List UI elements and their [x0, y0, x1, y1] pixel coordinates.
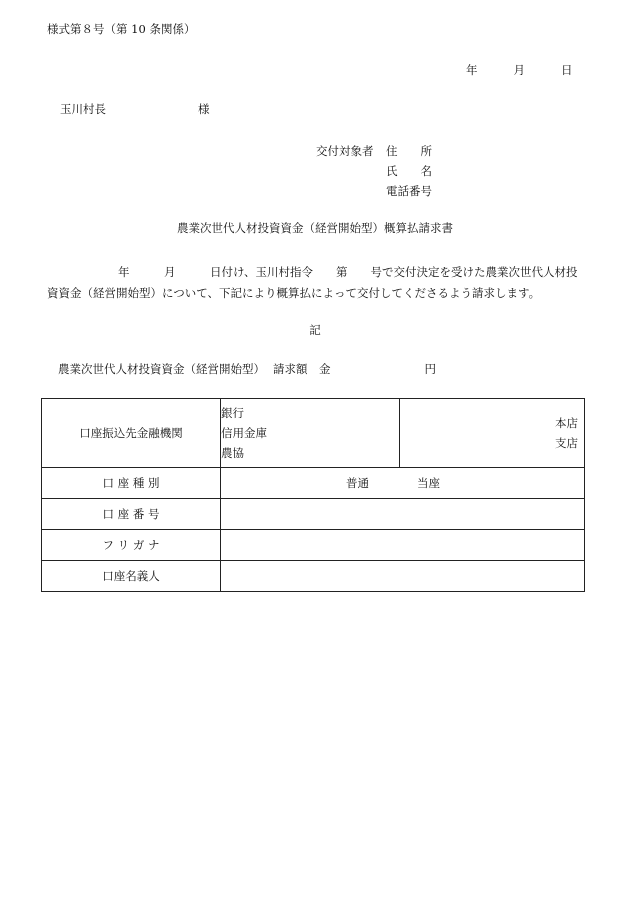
furigana-cell[interactable]: [221, 530, 585, 561]
date-day: 日: [561, 63, 573, 77]
amount-label: 農業次世代人材投資資金（経営開始型）: [58, 362, 265, 376]
bank-type-shinkin: 信用金庫: [221, 426, 267, 440]
amount-request: 請求額 金: [273, 362, 331, 376]
bank-account-table: [41, 398, 585, 592]
body-text: [47, 262, 578, 304]
addressee: [60, 101, 210, 117]
body-line-1: 年 月 日付け、玉川村指令 第 号で交付決定を受けた農業次世代人材投: [118, 265, 578, 279]
date-month: 月: [513, 63, 525, 77]
bank-type-noukyo: 農協: [221, 446, 244, 460]
addressee-name: 玉川村長: [60, 102, 106, 116]
table-row: [42, 530, 585, 561]
furigana-label: フ リ ガ ナ: [42, 530, 221, 561]
account-type-current: 当座: [417, 476, 440, 490]
account-holder-label: 口座名義人: [42, 561, 221, 592]
date-year: 年: [466, 63, 478, 77]
recipient-role: 交付対象者: [316, 144, 374, 158]
document-title: 農業次世代人材投資資金（経営開始型）概算払請求書: [177, 221, 453, 235]
account-holder-cell[interactable]: [221, 561, 585, 592]
account-type-label: 口 座 種 別: [42, 468, 221, 499]
amount-unit: 円: [424, 362, 436, 376]
name-label: 氏 名: [386, 164, 432, 178]
bank-type-bank: 銀行: [221, 406, 244, 420]
account-type-cell: [221, 468, 585, 499]
bank-label: 口座振込先金融機関: [42, 399, 221, 468]
body-line-2: 資資金（経営開始型）について、下記により概算払によって交付してくださるよう請求します。: [47, 286, 541, 300]
phone-label: 電話番号: [386, 184, 432, 198]
bank-type-cell: [221, 399, 400, 468]
addressee-honorific: 様: [198, 102, 210, 116]
table-row: [42, 499, 585, 530]
account-type-ordinary: 普通: [346, 476, 369, 490]
branch-type-branch: 支店: [555, 436, 578, 450]
amount-line: [58, 361, 436, 377]
address-label: 住 所: [386, 144, 432, 158]
form-number: 様式第８号（第 10 条関係）: [47, 22, 196, 36]
date-line: [466, 62, 573, 78]
table-row: [42, 561, 585, 592]
table-row: [42, 399, 585, 468]
account-number-cell[interactable]: [221, 499, 585, 530]
recipient-block: [316, 141, 432, 201]
ki-heading: 記: [309, 323, 321, 337]
table-row: [42, 468, 585, 499]
branch-type-main: 本店: [555, 416, 578, 430]
branch-type-cell: [400, 399, 585, 468]
account-number-label: 口 座 番 号: [42, 499, 221, 530]
